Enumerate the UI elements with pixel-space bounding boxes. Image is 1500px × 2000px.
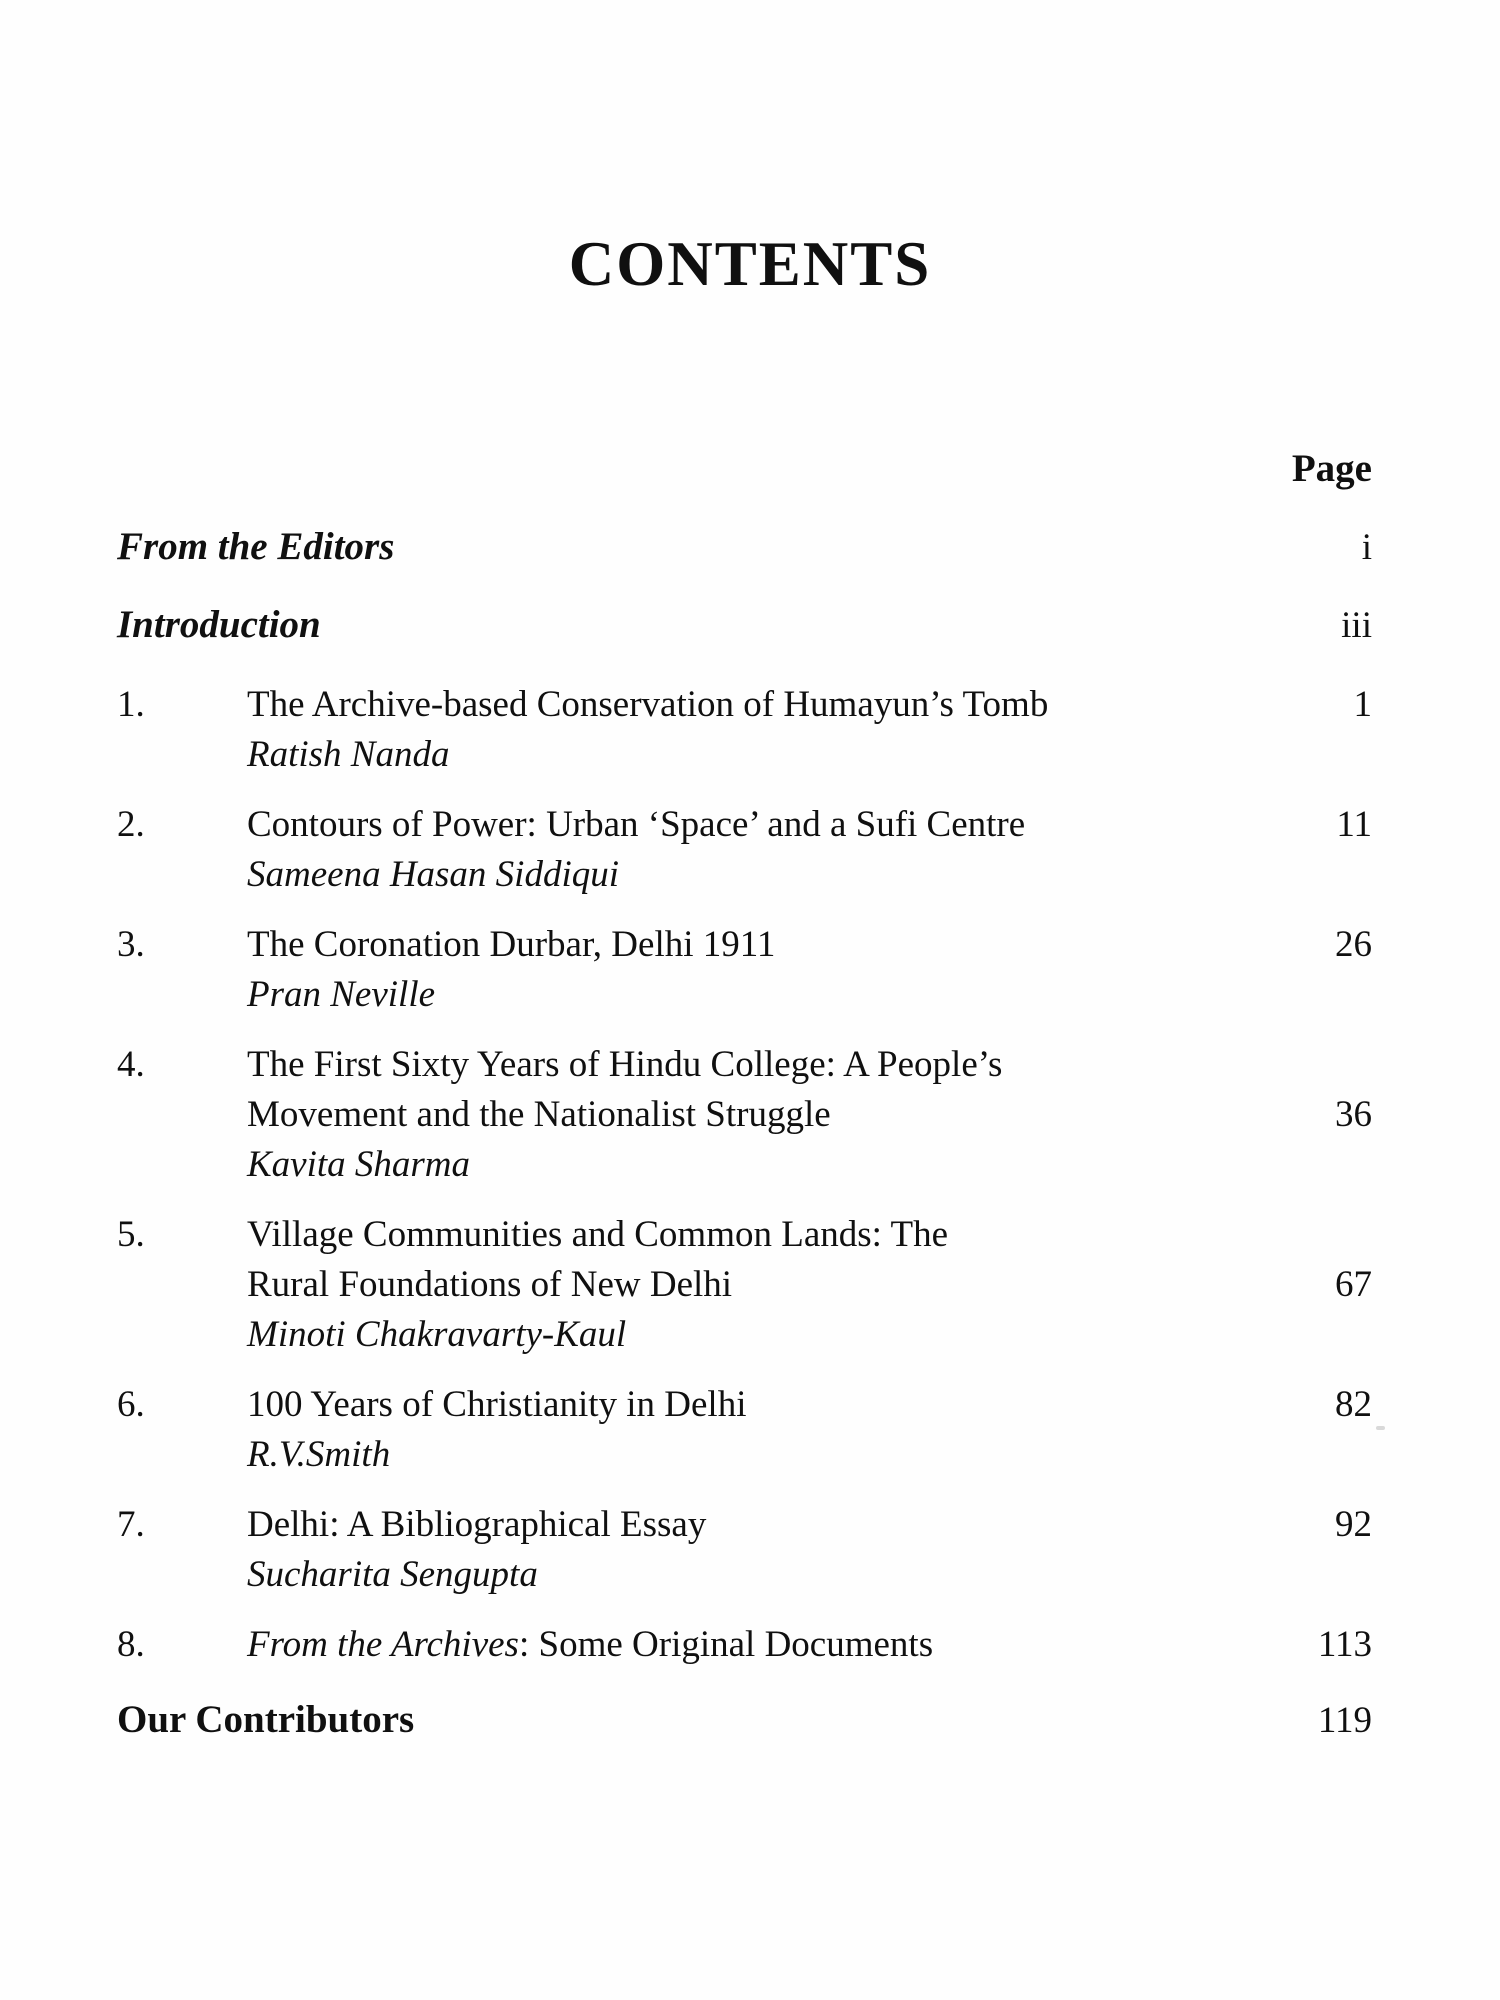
entry-title: Village Communities and Common Lands: The [247,1214,949,1255]
entry-title-line-2 [247,1090,1372,1140]
entry-title: The Archive-based Conservation of Humayun’s Tomb [247,684,1049,725]
entry-title: Movement and the Nationalist Struggle [247,1094,831,1135]
entry-number: 5. [117,1214,145,1255]
entry-page-number: 36 [1335,1094,1372,1135]
toc-entries [117,680,1372,1670]
entry-title: The First Sixty Years of Hindu College: A People’s [247,1044,1003,1085]
entry-title-line [247,680,1372,730]
entry-title-regular-part: : Some Original Documents [518,1624,934,1665]
entry-number: 7. [117,1504,145,1545]
page-column-header: Page [1291,447,1372,490]
entry-author: R.V.Smith [247,1434,391,1475]
entry-author: Sameena Hasan Siddiqui [247,854,620,895]
toc-entry-3 [117,920,1372,1020]
entry-title-line [247,1380,1372,1430]
contributors-label: Our Contributors [117,1698,415,1741]
entry-title-italic-part: From the Archives [247,1624,519,1665]
entry-title: 100 Years of Christianity in Delhi [247,1384,747,1425]
contributors-row [117,1700,1372,1741]
entry-author: Sucharita Sengupta [247,1554,538,1595]
entry-title-line [247,920,1372,970]
entry-number: 2. [117,804,145,845]
contributors-page-number: 119 [1317,1700,1372,1741]
scan-speck-artifact [1376,1426,1385,1430]
toc-entry-2 [117,800,1372,900]
entry-number: 8. [117,1624,145,1665]
entry-author: Ratish Nanda [247,734,450,775]
entry-title-line [247,1500,1372,1550]
entry-page-number: 92 [1335,1504,1372,1545]
entry-title-line-1 [247,1210,1372,1260]
front-matter-row-introduction [117,605,1372,646]
entry-page-number: 26 [1335,924,1372,965]
entry-title: The Coronation Durbar, Delhi 1911 [247,924,776,965]
entry-number: 4. [117,1044,145,1085]
toc-entry-7 [117,1500,1372,1600]
entry-author: Minoti Chakravarty-Kaul [247,1314,627,1355]
entry-title-line [247,1620,1372,1670]
front-matter-page-number: iii [1341,605,1372,646]
toc-entry-6 [117,1380,1372,1480]
entry-title: Delhi: A Bibliographical Essay [247,1504,707,1545]
entry-author: Kavita Sharma [247,1144,471,1185]
toc-entry-1 [117,680,1372,780]
front-matter-label: Introduction [117,603,321,646]
entry-number: 6. [117,1384,145,1425]
entry-page-number: 1 [1353,684,1372,725]
entry-title-line-1 [247,1040,1372,1090]
toc-entry-5 [117,1210,1372,1360]
entry-title-line [247,800,1372,850]
entry-page-number: 113 [1317,1624,1372,1665]
entry-title-line-2 [247,1260,1372,1310]
entry-author: Pran Neville [247,974,436,1015]
entry-title: Rural Foundations of New Delhi [247,1264,733,1305]
table-of-contents [117,449,1372,1741]
entry-page-number: 67 [1335,1264,1372,1305]
entry-page-number: 11 [1336,804,1372,845]
toc-entry-4 [117,1040,1372,1190]
entry-number: 3. [117,924,145,965]
entry-title: Contours of Power: Urban ‘Space’ and a Sufi Centre [247,804,1026,845]
front-matter-page-number: i [1361,527,1372,568]
entry-page-number: 82 [1335,1384,1372,1425]
toc-entry-8 [117,1620,1372,1670]
entry-title [247,1620,933,1670]
page-title: CONTENTS [568,229,932,299]
entry-number: 1. [117,684,145,725]
front-matter-label: From the Editors [117,525,395,568]
front-matter-row-editors [117,527,1372,568]
